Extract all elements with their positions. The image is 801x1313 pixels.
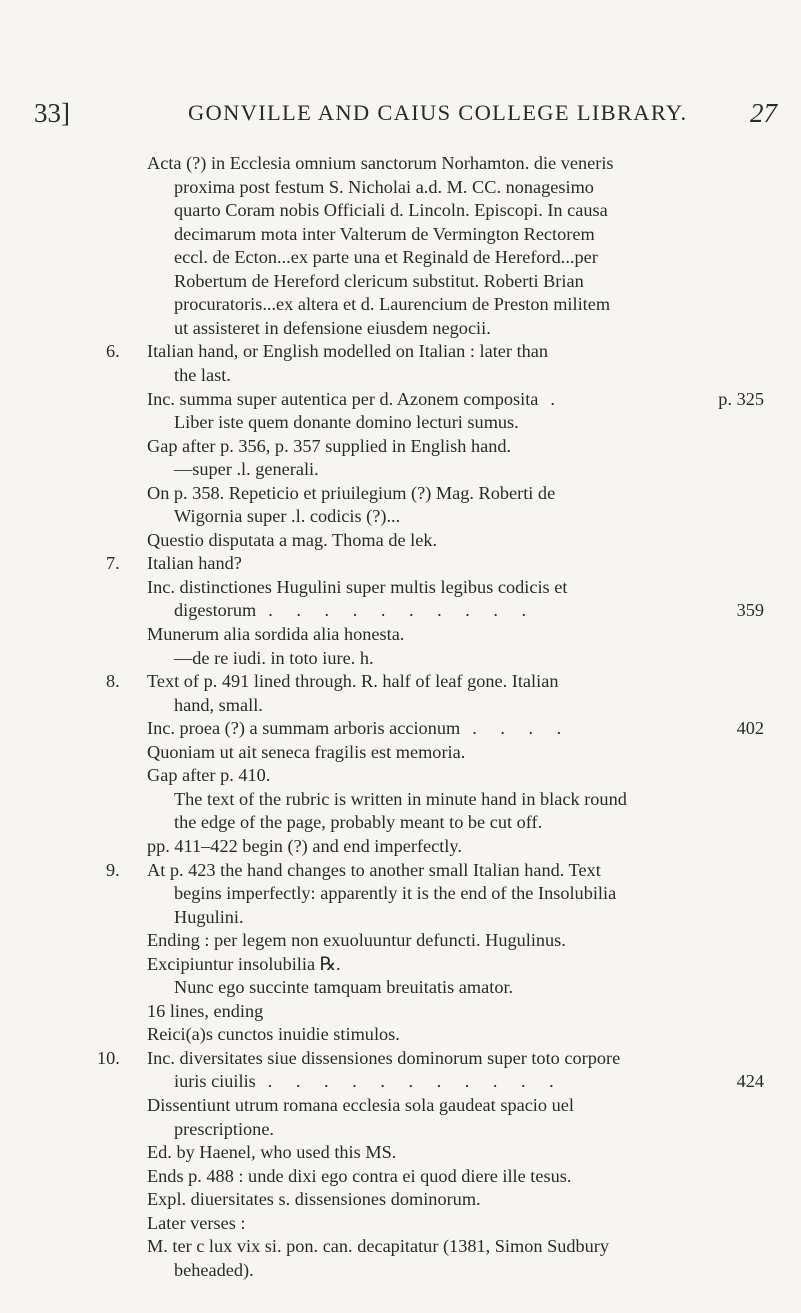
text-line: Excipiuntur insolubilia ℞. <box>147 954 341 974</box>
text-line: iuris ciuilis <box>174 1071 256 1091</box>
text-line: begins imperfectly: apparently it is the end of the Insolubilia <box>174 883 617 903</box>
text-line: At p. 423 the hand changes to another small Italian hand. Text <box>147 860 601 880</box>
text-line: proxima post festum S. Nicholai a.d. M. CC. nonagesimo <box>174 177 594 197</box>
text-line: —de re iudi. in toto iure. h. <box>174 648 374 668</box>
text-line: Italian hand? <box>147 553 242 573</box>
text-line: —super .l. generali. <box>174 459 319 479</box>
text-line: Inc. distinctiones Hugulini super multis legibus codicis et <box>147 577 568 597</box>
text-line: Italian hand, or English modelled on Italian : later than <box>147 341 549 361</box>
text-line: On p. 358. Repeticio et priuilegium (?) Mag. Roberti de <box>147 483 556 503</box>
text-line: The text of the rubric is written in minute hand in black round <box>174 789 627 809</box>
text-line: beheaded). <box>174 1260 254 1280</box>
text-line: Ends p. 488 : unde dixi ego contra ei quod diere ille tesus. <box>147 1166 572 1186</box>
page-reference: p. 325 <box>718 389 764 409</box>
text-line: Inc. proea (?) a summam arboris accionum <box>147 718 461 738</box>
text-line: hand, small. <box>174 695 263 715</box>
page-reference: 424 <box>736 1071 764 1091</box>
text-line: Text of p. 491 lined through. R. half of leaf gone. Italian <box>147 671 559 691</box>
running-header <box>0 98 801 138</box>
text-line: eccl. de Ecton...ex parte una et Reginald de Hereford...per <box>174 247 598 267</box>
text-line: Dissentiunt utrum romana ecclesia sola gaudeat spacio uel <box>147 1095 574 1115</box>
text-line: procuratoris...ex altera et d. Laurencium de Preston militem <box>174 294 611 314</box>
page-reference: 359 <box>736 600 764 620</box>
text-line: M. ter c lux vix si. pon. can. decapitatur (1381, Simon Sudbury <box>147 1236 610 1256</box>
text-line: Reici(a)s cunctos inuidie stimulos. <box>147 1024 400 1044</box>
text-line: prescriptione. <box>174 1119 275 1139</box>
text-line: ut assisteret in defensione eiusdem negocii. <box>174 318 491 338</box>
text-line: Inc. diversitates siue dissensiones dominorum super toto corpore <box>147 1048 621 1068</box>
text-line: Expl. diuersitates s. dissensiones dominorum. <box>147 1189 481 1209</box>
text-line: Later verses : <box>147 1213 246 1233</box>
text-line: digestorum <box>174 600 257 620</box>
page-number: 27 <box>750 98 777 128</box>
text-line: Inc. summa super autentica per d. Azonem composita <box>147 389 539 409</box>
text-line: pp. 411–422 begin (?) and end imperfectly. <box>147 836 462 856</box>
text-line: Munerum alia sordida alia honesta. <box>147 624 405 644</box>
text-line: Questio disputata a mag. Thoma de lek. <box>147 530 438 550</box>
entry-number: 8. <box>106 671 120 691</box>
dot-leader: . . . . . . . . . . <box>268 600 536 620</box>
text-line: Wigornia super .l. codicis (?)... <box>174 506 401 526</box>
text-line: Acta (?) in Ecclesia omnium sanctorum Norhamton. die veneris <box>147 153 614 173</box>
text-line: Gap after p. 410. <box>147 765 271 785</box>
entry-number: 10. <box>97 1048 120 1068</box>
dot-leader: . <box>550 389 565 409</box>
page-section-number: 33] <box>34 98 70 128</box>
page-title: GONVILLE AND CAIUS COLLEGE LIBRARY. <box>188 100 688 125</box>
page-reference: 402 <box>736 718 764 738</box>
text-line: decimarum mota inter Valterum de Vermington Rectorem <box>174 224 595 244</box>
text-line: Quoniam ut ait seneca fragilis est memoria. <box>147 742 466 762</box>
dot-leader: . . . . . . . . . . . <box>267 1071 564 1091</box>
entry-number: 9. <box>106 860 120 880</box>
text-line: Liber iste quem donante domino lecturi sumus. <box>174 412 519 432</box>
text-line: Hugulini. <box>174 907 244 927</box>
text-line: Ending : per legem non exuoluuntur defuncti. Hugulinus. <box>147 930 566 950</box>
entry-number: 7. <box>106 553 120 573</box>
dot-leader: . . . . <box>472 718 571 738</box>
text-line: the edge of the page, probably meant to be cut off. <box>174 812 543 832</box>
text-line: Gap after p. 356, p. 357 supplied in English hand. <box>147 436 512 456</box>
entry-number: 6. <box>106 341 120 361</box>
text-line: Nunc ego succinte tamquam breuitatis amator. <box>174 977 514 997</box>
text-line: the last. <box>174 365 231 385</box>
text-line: Ed. by Haenel, who used this MS. <box>147 1142 397 1162</box>
text-line: quarto Coram nobis Officiali d. Lincoln. Episcopi. In causa <box>174 200 608 220</box>
text-line: 16 lines, ending <box>147 1001 264 1021</box>
text-line: Robertum de Hereford clericum substitut. Roberti Brian <box>174 271 584 291</box>
